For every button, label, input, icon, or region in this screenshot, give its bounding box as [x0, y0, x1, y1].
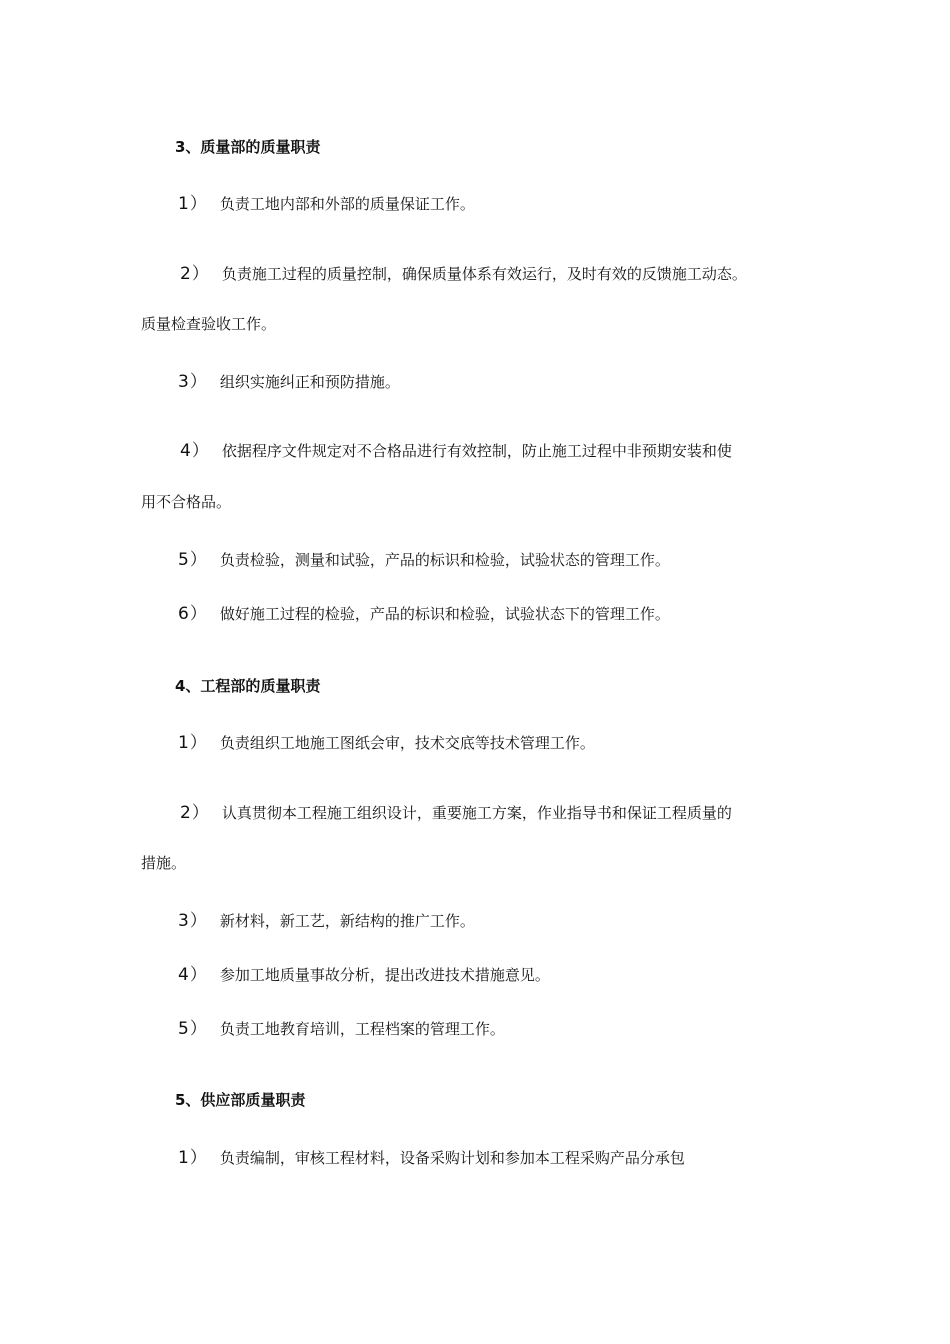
list-item	[178, 372, 950, 392]
list-item	[178, 1019, 950, 1039]
item-number: 2）	[180, 264, 210, 284]
item-text: 负责工地内部和外部的质量保证工作。	[219, 195, 475, 213]
item-number: 1）	[178, 1148, 208, 1168]
item-text: 负责编制，审核工程材料，设备采购计划和参加本工程采购产品分承包	[219, 1149, 685, 1167]
list-item	[178, 733, 950, 753]
item-text: 负责工地教育培训，工程档案的管理工作。	[219, 1020, 505, 1038]
item-continuation: 质量检查验收工作。	[141, 315, 277, 333]
item-number: 5）	[178, 1019, 208, 1039]
item-number: 2）	[180, 803, 210, 823]
list-item	[180, 264, 950, 284]
section-heading: 3、质量部的质量职责	[175, 138, 321, 156]
item-text: 认真贯彻本工程施工组织设计，重要施工方案，作业指导书和保证工程质量的	[221, 804, 732, 822]
item-text: 负责组织工地施工图纸会审，技术交底等技术管理工作。	[219, 734, 595, 752]
list-item	[180, 803, 950, 823]
list-item	[178, 911, 950, 931]
item-text: 组织实施纠正和预防措施。	[219, 373, 400, 391]
item-continuation: 措施。	[141, 854, 187, 872]
item-number: 3）	[178, 911, 208, 931]
item-number: 1）	[178, 733, 208, 753]
item-number: 6）	[178, 604, 208, 624]
list-item	[178, 1148, 950, 1168]
item-number: 1）	[178, 194, 208, 214]
list-item	[178, 965, 950, 985]
item-number: 4）	[180, 441, 210, 461]
item-text: 参加工地质量事故分析，提出改进技术措施意见。	[219, 966, 550, 984]
item-number: 5）	[178, 550, 208, 570]
item-number: 3）	[178, 372, 208, 392]
list-item	[178, 604, 950, 624]
item-continuation: 用不合格品。	[141, 493, 232, 511]
section-heading: 4、工程部的质量职责	[175, 677, 321, 695]
list-item	[178, 194, 950, 214]
item-text: 做好施工过程的检验，产品的标识和检验，试验状态下的管理工作。	[219, 605, 670, 623]
item-text: 负责施工过程的质量控制，确保质量体系有效运行，及时有效的反馈施工动态。	[221, 265, 747, 283]
list-item	[180, 441, 950, 461]
list-item	[178, 550, 950, 570]
item-text: 负责检验，测量和试验，产品的标识和检验，试验状态的管理工作。	[219, 551, 670, 569]
item-text: 依据程序文件规定对不合格品进行有效控制，防止施工过程中非预期安装和使	[221, 442, 732, 460]
section-heading: 5、供应部质量职责	[175, 1091, 306, 1109]
item-number: 4）	[178, 965, 208, 985]
item-text: 新材料，新工艺，新结构的推广工作。	[219, 912, 475, 930]
